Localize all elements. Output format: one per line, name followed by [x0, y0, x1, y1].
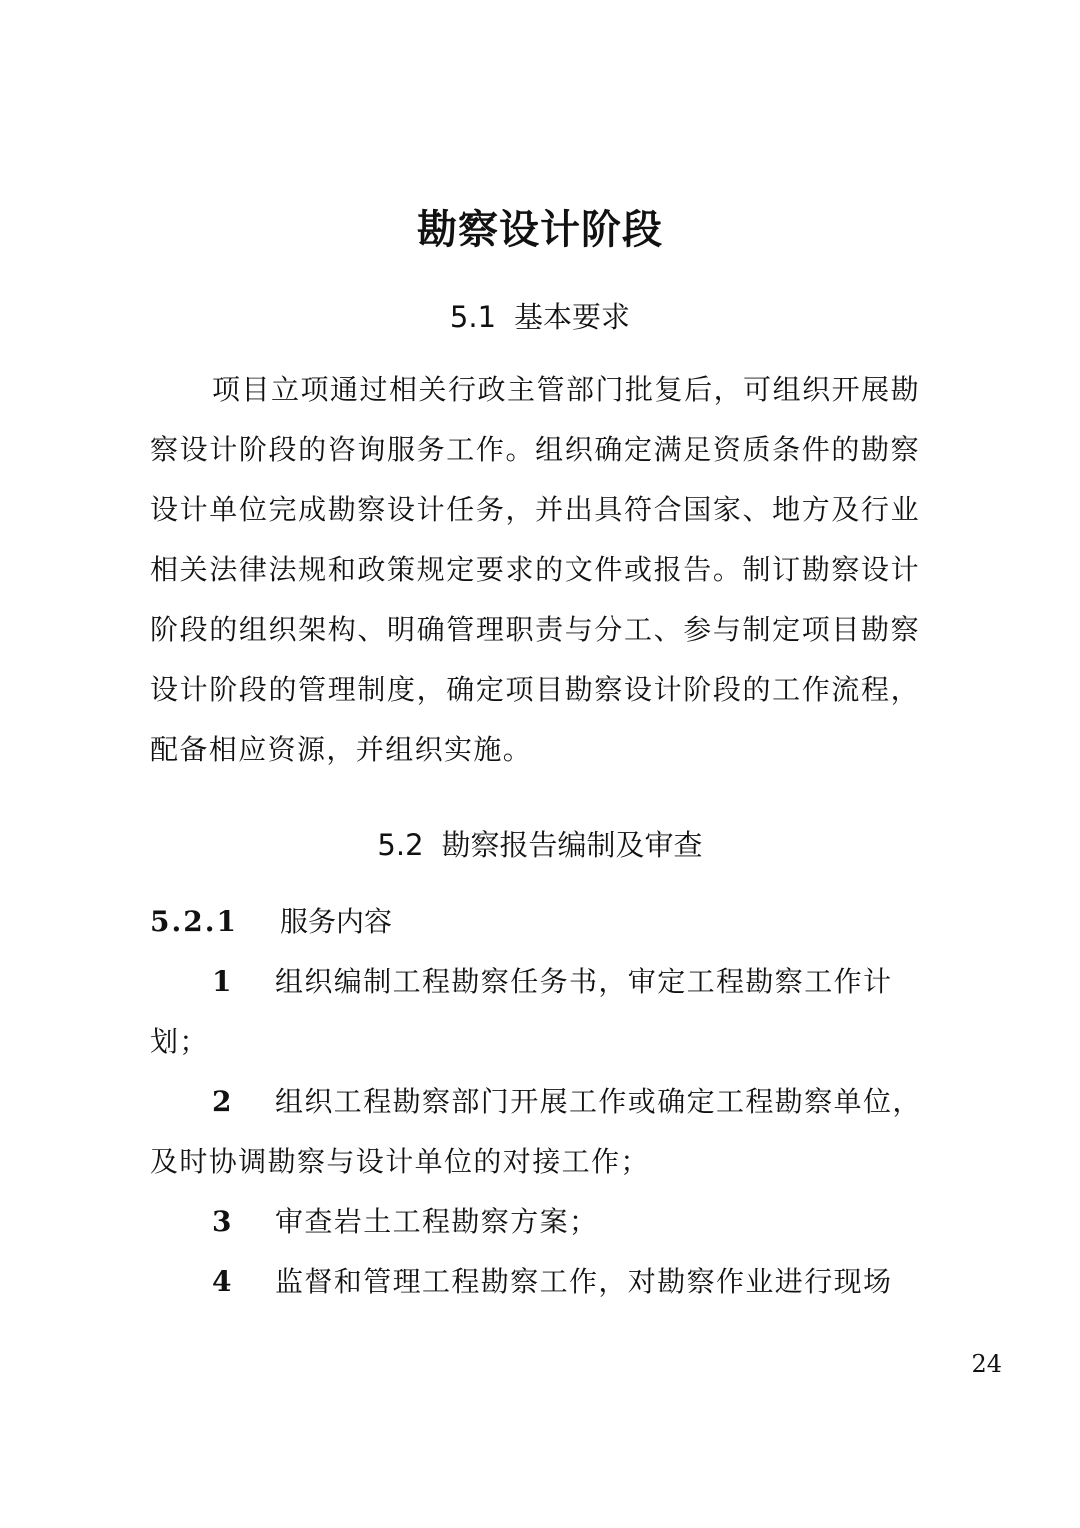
section-number: 5.1: [449, 300, 497, 334]
list-item: [150, 1192, 940, 1252]
clause-title: 服务内容: [280, 905, 393, 938]
list-item: [150, 1252, 940, 1312]
clause-heading-5-2-1: [150, 892, 392, 952]
section-heading-5-2: [0, 823, 1080, 867]
list-item: [150, 952, 940, 1072]
list-item: [150, 1072, 940, 1192]
section-heading-5-1: [0, 295, 1080, 339]
section-number: 5.2: [377, 828, 424, 862]
section-title: 勘察报告编制及审查: [441, 828, 703, 862]
section-title: 基本要求: [514, 300, 631, 334]
list-item-text: 组织工程勘察部门开展工作或确定工程勘察单位，及时协调勘察与设计单位的对接工作；: [150, 1085, 922, 1178]
clause-number: 5.2.1: [150, 905, 238, 938]
list-item-text: 审查岩土工程勘察方案；: [275, 1205, 599, 1238]
list-item-number: 4: [212, 1265, 233, 1298]
list-item-number: 1: [212, 965, 233, 998]
list-item-text: 组织编制工程勘察任务书，审定工程勘察工作计划；: [150, 965, 893, 1058]
list-item-number: 3: [212, 1205, 233, 1238]
list-item-number: 2: [212, 1085, 233, 1118]
section-5-1-paragraph: 项目立项通过相关行政主管部门批复后，可组织开展勘察设计阶段的咨询服务工作。组织确定满足资质条件的勘察设计单位完成勘察设计任务，并出具符合国家、地方及行业相关法律法规和政策规定要求的文件或报告。制订勘察设计阶段的组织架构、明确管理职责与分工、参与制定项目勘察设计阶段的管理制度，确定项目勘察设计阶段的工作流程，配备相应资源，并组织实施。: [150, 373, 920, 766]
list-item-text: 监督和管理工程勘察工作，对勘察作业进行现场: [275, 1265, 893, 1298]
chapter-title: 勘察设计阶段: [417, 207, 663, 253]
page-number: 24: [971, 1350, 1002, 1378]
